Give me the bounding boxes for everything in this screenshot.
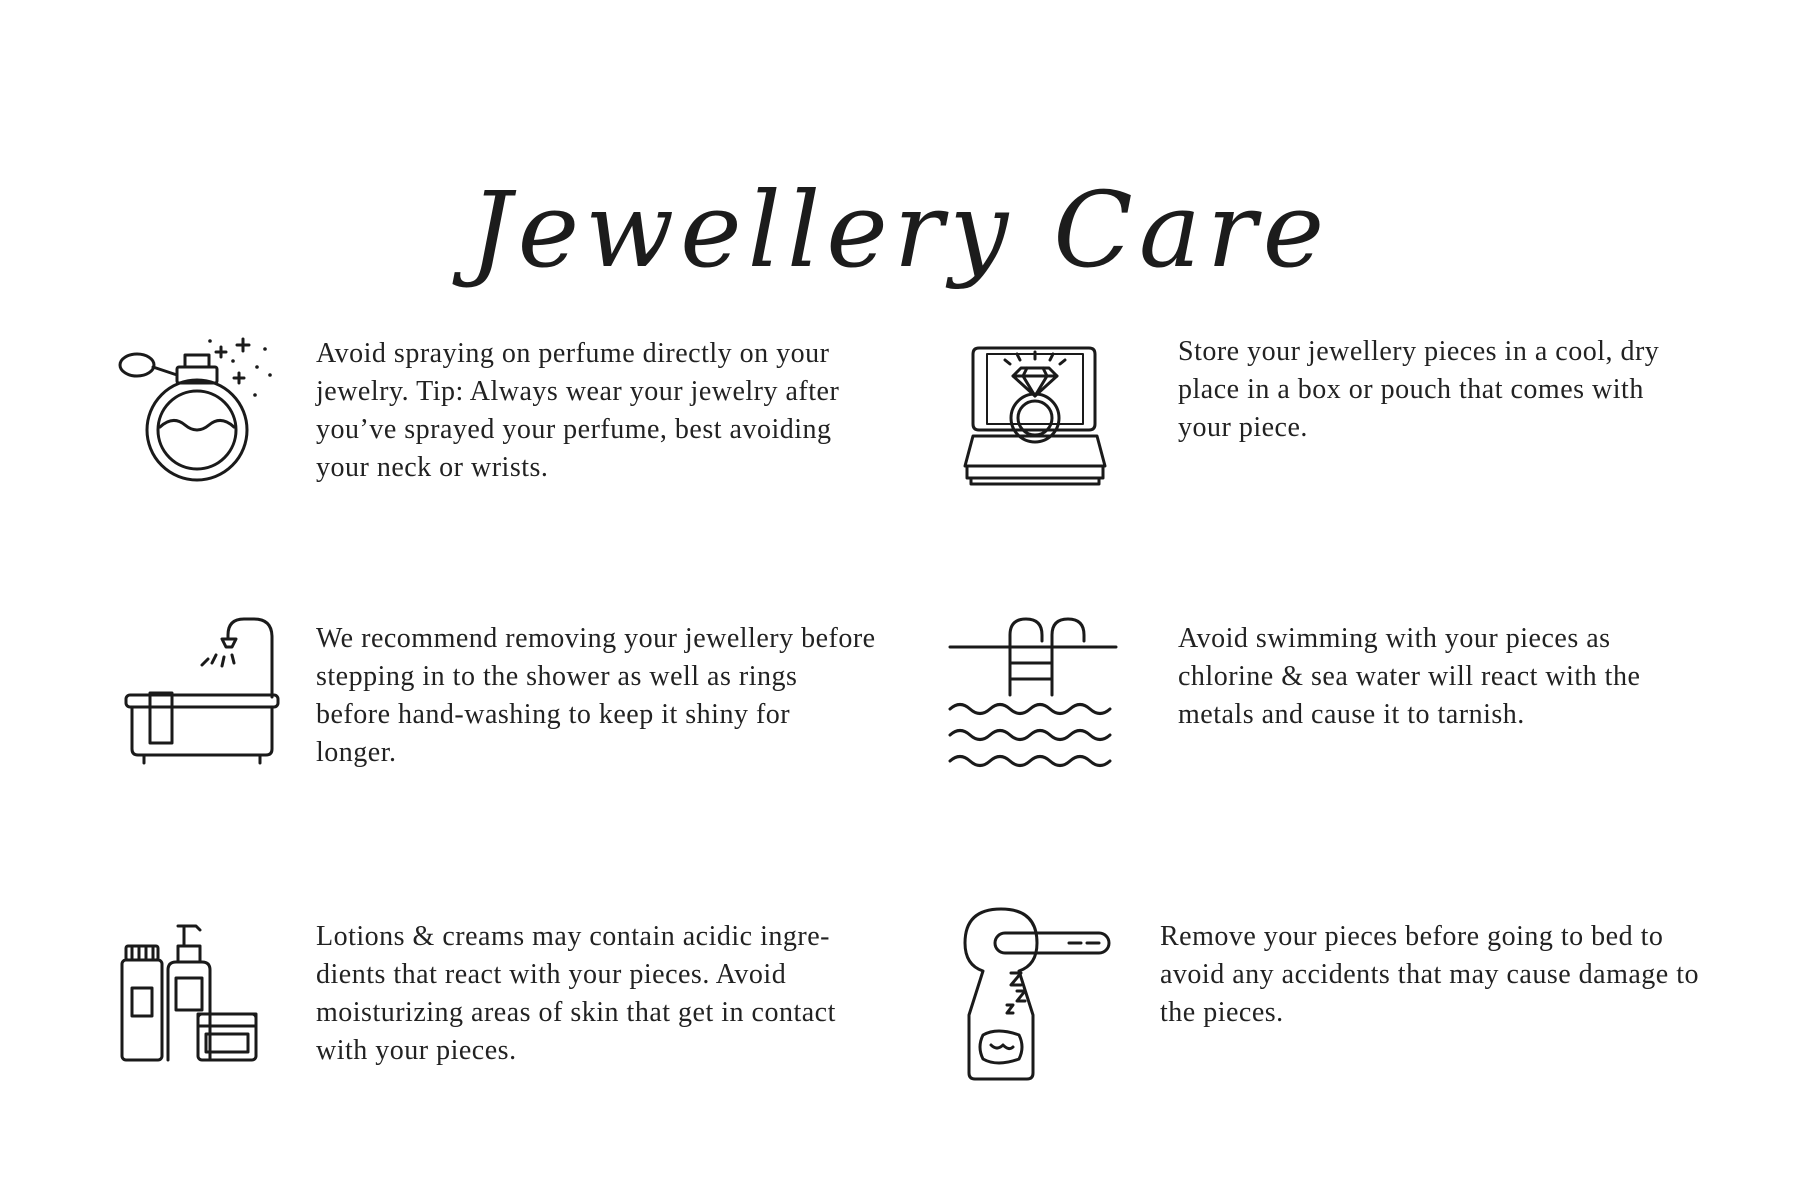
lotion-bottles-icon xyxy=(120,918,260,1063)
ring-box-icon xyxy=(965,338,1105,488)
bathtub-shower-icon xyxy=(122,615,282,765)
tip-text-perfume: Avoid spraying on perfume directly on your jewelry. Tip: Always wear your jewelry after you’ve sprayed your perfume, best avoiding your neck or wrists. xyxy=(316,338,840,483)
perfume-bottle-icon xyxy=(115,335,290,500)
swimming-pool-icon xyxy=(948,615,1118,770)
tip-text-lotions: Lotions & creams may contain acidic ingre-dients that react with your pieces. Avoid moisturizing areas of skin that get in contact with your pieces. xyxy=(316,921,836,1066)
tip-text-shower: We recommend removing your jewellery before stepping in to the shower as well as rings before hand-washing to keep it shiny for longer. xyxy=(316,623,876,768)
page-title: Jewellery Care xyxy=(469,168,1331,291)
tip-text-swimming: Avoid swimming with your pieces as chlorine & sea water will react with the metals and cause it to tarnish. xyxy=(1178,623,1641,730)
tip-text-storage: Store your jewellery pieces in a cool, dry place in a box or pouch that comes with your piece. xyxy=(1178,336,1660,443)
sleep-door-hanger-icon xyxy=(965,905,1115,1080)
tip-text-bedtime: Remove your pieces before going to bed to avoid any accidents that may cause damage to the pieces. xyxy=(1160,921,1700,1028)
